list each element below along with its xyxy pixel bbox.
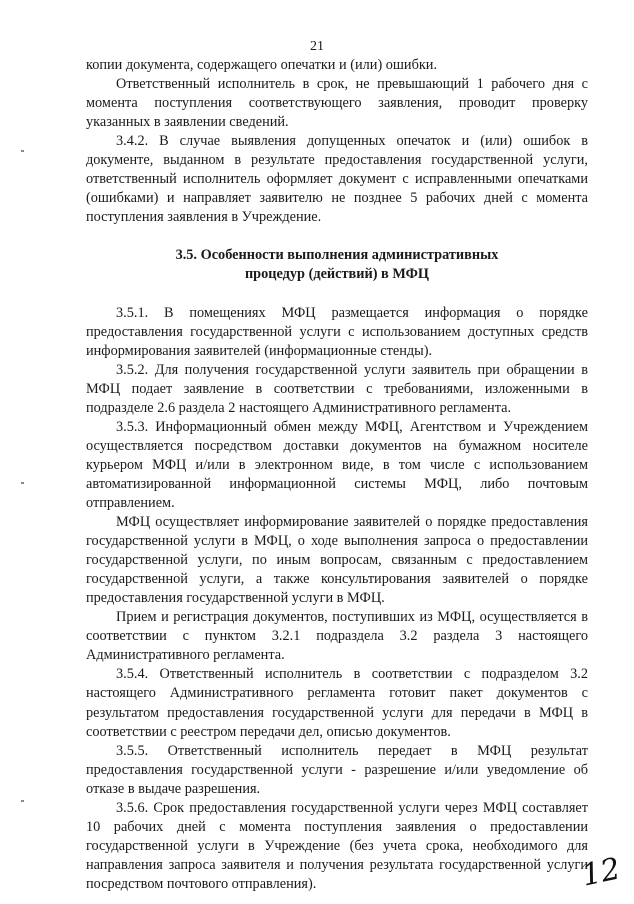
handwritten-page-mark: 12: [578, 851, 624, 894]
paragraph: 3.5.1. В помещениях МФЦ размещается информация о порядке предоставления государственной услуги с использованием доступных средств информирования заявителей (информационные стенды).: [86, 304, 588, 359]
paragraph: 3.5.5. Ответственный исполнитель передает в МФЦ результат предоставления государственной услуги - разрешение и/или уведомление об отказе в выдаче разрешения.: [86, 742, 588, 797]
margin-dot: [21, 800, 24, 802]
section-heading-line-2: процедур (действий) в МФЦ: [244, 266, 430, 283]
document-body: [86, 56, 588, 894]
paragraph: 3.5.3. Информационный обмен между МФЦ, Агентством и Учреждением осуществляется посредством доставки документов на бумажном носителе курьером МФЦ и/или в электронном виде, в том числе с использованием автоматизированной информационной системы МФЦ, либо почтовым отправлением.: [86, 418, 588, 511]
paragraph: 3.5.4. Ответственный исполнитель в соответствии с подразделом 3.2 настоящего Административного регламента готовит пакет документов с результатом предоставления государственной услуги для передачи в МФЦ в соответствии с реестром передачи дел, описью документов.: [86, 666, 588, 740]
section-heading: [86, 246, 588, 284]
paragraph: 3.4.2. В случае выявления допущенных опечаток и (или) ошибок в документе, выданном в результате предоставления государственной услуги, ответственный исполнитель оформляет документ с исправленными опечатками (ошибками) и направляет заявителю не позднее 5 рабочих дней с момента поступления заявления в Учреждение.: [86, 133, 588, 226]
page-number: 21: [310, 39, 324, 54]
section-heading-line-1: 3.5. Особенности выполнения административных: [175, 247, 499, 264]
paragraph: Прием и регистрация документов, поступивших из МФЦ, осуществляется в соответствии с пунктом 3.2.1 подраздела 3.2 раздела 3 настоящего Административного регламента.: [86, 609, 588, 664]
paragraph: 3.5.6. Срок предоставления государственной услуги через МФЦ составляет 10 рабочих дней с момента поступления заявления о предоставлении государственной услуги в Учреждение (без учета срока, необходимого для направления запроса заявителя и получения результата государственной услуги посредством почтового отправления).: [86, 799, 588, 892]
paragraph: копии документа, содержащего опечатки и (или) ошибки.: [86, 57, 438, 73]
margin-dot: [21, 482, 24, 484]
paragraph: МФЦ осуществляет информирование заявителей о порядке предоставления государственной услуги в МФЦ, о ходе выполнения запроса о предоставлении государственной услуги, по иным вопросам, связанным с предоставлением государственной услуги, а также консультирования заявителей о порядке предоставления государственной услуги в МФЦ.: [86, 514, 588, 607]
paragraph: Ответственный исполнитель в срок, не превышающий 1 рабочего дня с момента поступления соответствующего заявления, проводит проверку указанных в заявлении сведений.: [86, 76, 588, 131]
paragraph: 3.5.2. Для получения государственной услуги заявитель при обращении в МФЦ подает заявление в соответствии с требованиями, изложенными в подразделе 2.6 раздела 2 настоящего Административного регламента.: [86, 361, 588, 416]
margin-dot: [21, 150, 24, 152]
